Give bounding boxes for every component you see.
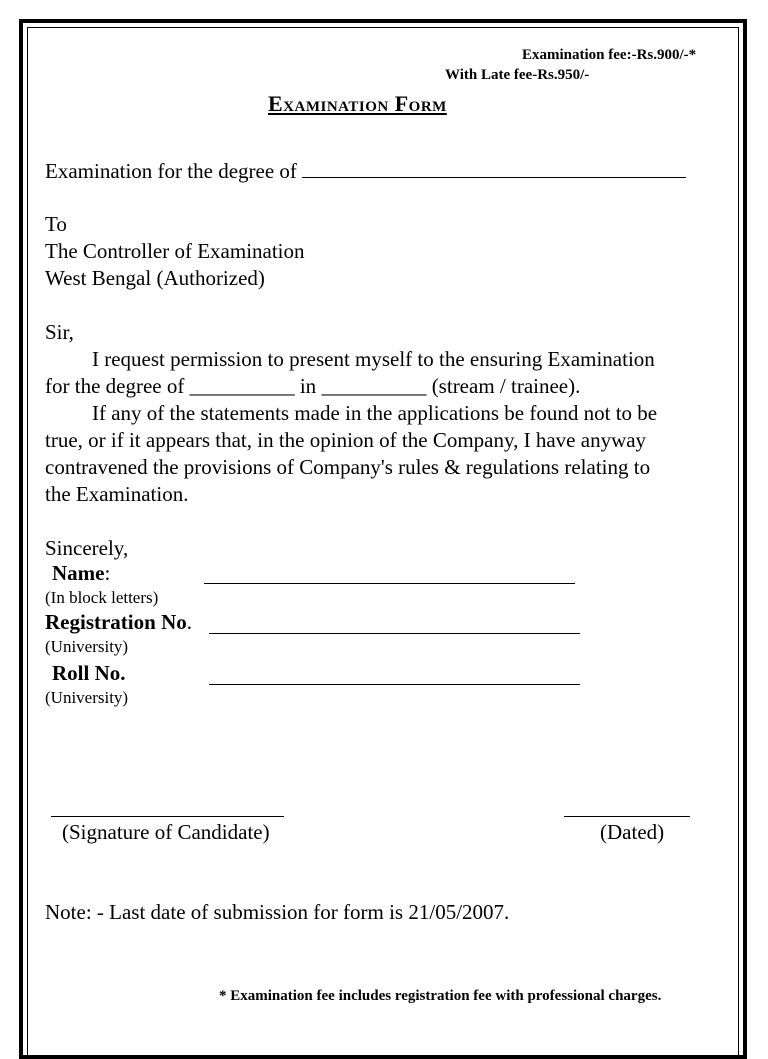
- paragraph2-line4: the Examination.: [45, 482, 189, 506]
- roll-hint: (University): [45, 688, 129, 707]
- degree-of-text: for the degree of: [45, 374, 185, 398]
- paragraph2-line2: true, or if it appears that, in the opinion of the Company, I have anyway: [45, 428, 647, 452]
- address-line2: West Bengal (Authorized): [45, 266, 265, 290]
- stream-blank-field[interactable]: __________: [321, 374, 427, 398]
- dated-caption: (Dated): [600, 820, 665, 844]
- closing: Sincerely,: [45, 536, 129, 560]
- address-line1: The Controller of Examination: [45, 239, 305, 263]
- salutation: Sir,: [45, 320, 74, 344]
- registration-hint: (University): [45, 637, 129, 656]
- registration-field[interactable]: [209, 633, 580, 634]
- stream-trainee-text: (stream / trainee).: [431, 374, 581, 398]
- signature-line[interactable]: [51, 816, 284, 817]
- paragraph1-line1: I request permission to present myself to the ensuring Examination: [92, 347, 655, 371]
- signature-caption: (Signature of Candidate): [62, 820, 270, 844]
- name-hint: (In block letters): [45, 588, 159, 607]
- address-to: To: [45, 212, 67, 236]
- registration-label-row: [45, 609, 192, 636]
- degree-blank-field[interactable]: __________: [189, 374, 295, 398]
- degree-line: [45, 158, 686, 185]
- paragraph2-line1: If any of the statements made in the applications be found not to be: [92, 401, 658, 425]
- roll-label: Roll No.: [52, 661, 126, 685]
- submission-note: Note: - Last date of submission for form is 21/05/2007.: [45, 900, 510, 924]
- roll-field[interactable]: [209, 684, 580, 685]
- name-field[interactable]: [204, 583, 575, 584]
- in-text: in: [299, 374, 317, 398]
- name-colon: :: [104, 561, 111, 585]
- name-label: Name: [52, 561, 105, 585]
- degree-label: Examination for the degree of: [45, 159, 297, 183]
- registration-dot: .: [186, 610, 192, 634]
- paragraph2-line3: contravened the provisions of Company's rules & regulations relating to: [45, 455, 651, 479]
- form-title: Examination Form: [268, 91, 447, 116]
- degree-blank[interactable]: [302, 177, 686, 178]
- registration-label: Registration No: [45, 610, 187, 634]
- date-line[interactable]: [564, 816, 690, 817]
- name-label-row: [52, 560, 110, 587]
- paragraph1-line2: [45, 373, 580, 400]
- exam-fee-text: Examination fee:-Rs.900/-*: [522, 47, 697, 63]
- fee-footnote: * Examination fee includes registration fee with professional charges.: [219, 988, 662, 1004]
- late-fee-text: With Late fee-Rs.950/-: [445, 67, 590, 83]
